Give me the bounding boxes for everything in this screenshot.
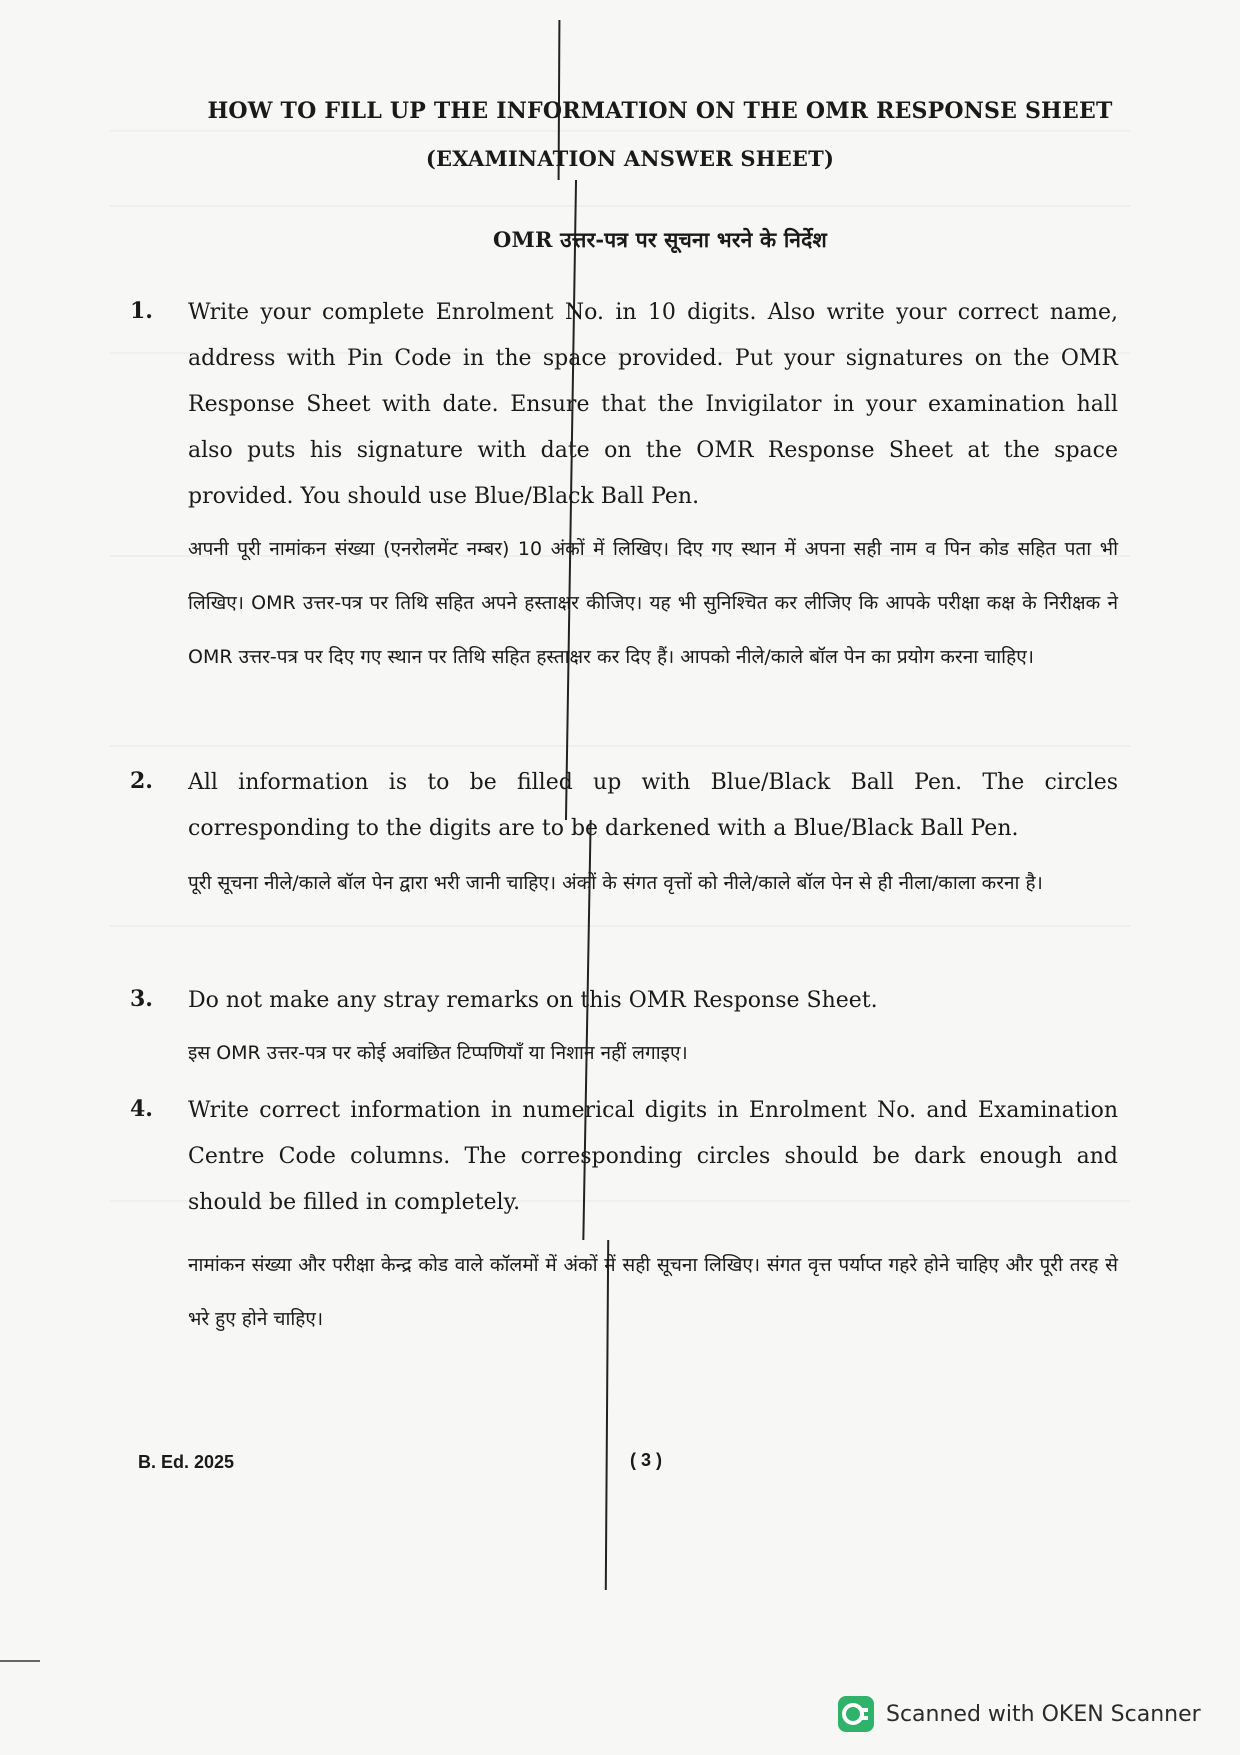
scanner-label: Scanned with OKEN Scanner: [886, 1701, 1201, 1727]
instruction-text-english: All information is to be filled up with Blue/Black Ball Pen. The circles corresponding to the digits are to be darkened with a Blue/Black Ball Pen.: [188, 770, 1118, 841]
instruction-text-hindi: पूरी सूचना नीले/काले बॉल पेन द्वारा भरी जानी चाहिए। अंकों के संगत वृत्तों को नीले/काले बॉल पेन से ही नीला/काला करना है।: [188, 872, 1043, 894]
bleed-through-mark: [110, 745, 1130, 747]
exam-name-footer: B. Ed. 2025: [138, 1452, 235, 1472]
instruction-text-english: Write correct information in numerical digits in Enrolment No. and Examination Centre Code columns. The corresponding circles should be dark enough and should be filled in completely.: [188, 1098, 1118, 1215]
instruction-text-hindi: अपनी पूरी नामांकन संख्या (एनरोलमेंट नम्बर) 10 अंकों में लिखिए। दिए गए स्थान में अपना सही नाम व पिन कोड सहित पता भी लिखिए। OMR उत्तर-पत्र पर तिथि सहित अपने हस्ताक्षर कीजिए। यह भी सुनिश्चित कर लीजिए कि आपके परीक्षा कक्ष के निरीक्षक ने OMR उत्तर-पत्र पर दिए गए स्थान पर तिथि सहित हस्ताक्षर कर दिए हैं। आपको नीले/काले बॉल पेन का प्रयोग करना चाहिए।: [188, 538, 1118, 668]
instruction-text-hindi: इस OMR उत्तर-पत्र पर कोई अवांछित टिप्पणियाँ या निशान नहीं लगाइए।: [188, 1042, 688, 1064]
instruction-text-english: Write your complete Enrolment No. in 10 digits. Also write your correct name, address with Pin Code in the space provided. Put your signatures on the OMR Response Sheet with date. Ensure that the Invigilator in your examination hall also puts his signature with date on the OMR Response Sheet at the space provided. You should use Blue/Black Ball Pen.: [188, 300, 1118, 509]
scanner-watermark: [836, 1694, 1201, 1734]
bleed-through-mark: [110, 925, 1130, 927]
document-title: HOW TO FILL UP THE INFORMATION ON THE OMR RESPONSE SHEET: [207, 98, 1113, 124]
scan-edge-mark: [0, 1660, 40, 1662]
item-number: 2.: [130, 768, 153, 794]
bleed-through-mark: [110, 130, 1130, 132]
item-number: 4.: [130, 1096, 153, 1122]
document-title-hindi: OMR उत्तर-पत्र पर सूचना भरने के निर्देश: [493, 227, 827, 252]
instruction-text-hindi: नामांकन संख्या और परीक्षा केन्द्र कोड वाले कॉलमों में अंकों में सही सूचना लिखिए। संगत वृत्त पर्याप्त गहरे होने चाहिए और पूरी तरह से भरे हुए होने चाहिए।: [188, 1254, 1118, 1330]
item-number: 3.: [130, 986, 153, 1012]
document-subtitle: (EXAMINATION ANSWER SHEET): [425, 146, 835, 171]
bleed-through-mark: [110, 205, 1130, 207]
instruction-text-english: Do not make any stray remarks on this OMR Response Sheet.: [188, 988, 878, 1013]
oken-scanner-logo-icon: [836, 1694, 876, 1734]
page-number: ( 3 ): [630, 1450, 663, 1470]
item-number: 1.: [130, 298, 153, 324]
